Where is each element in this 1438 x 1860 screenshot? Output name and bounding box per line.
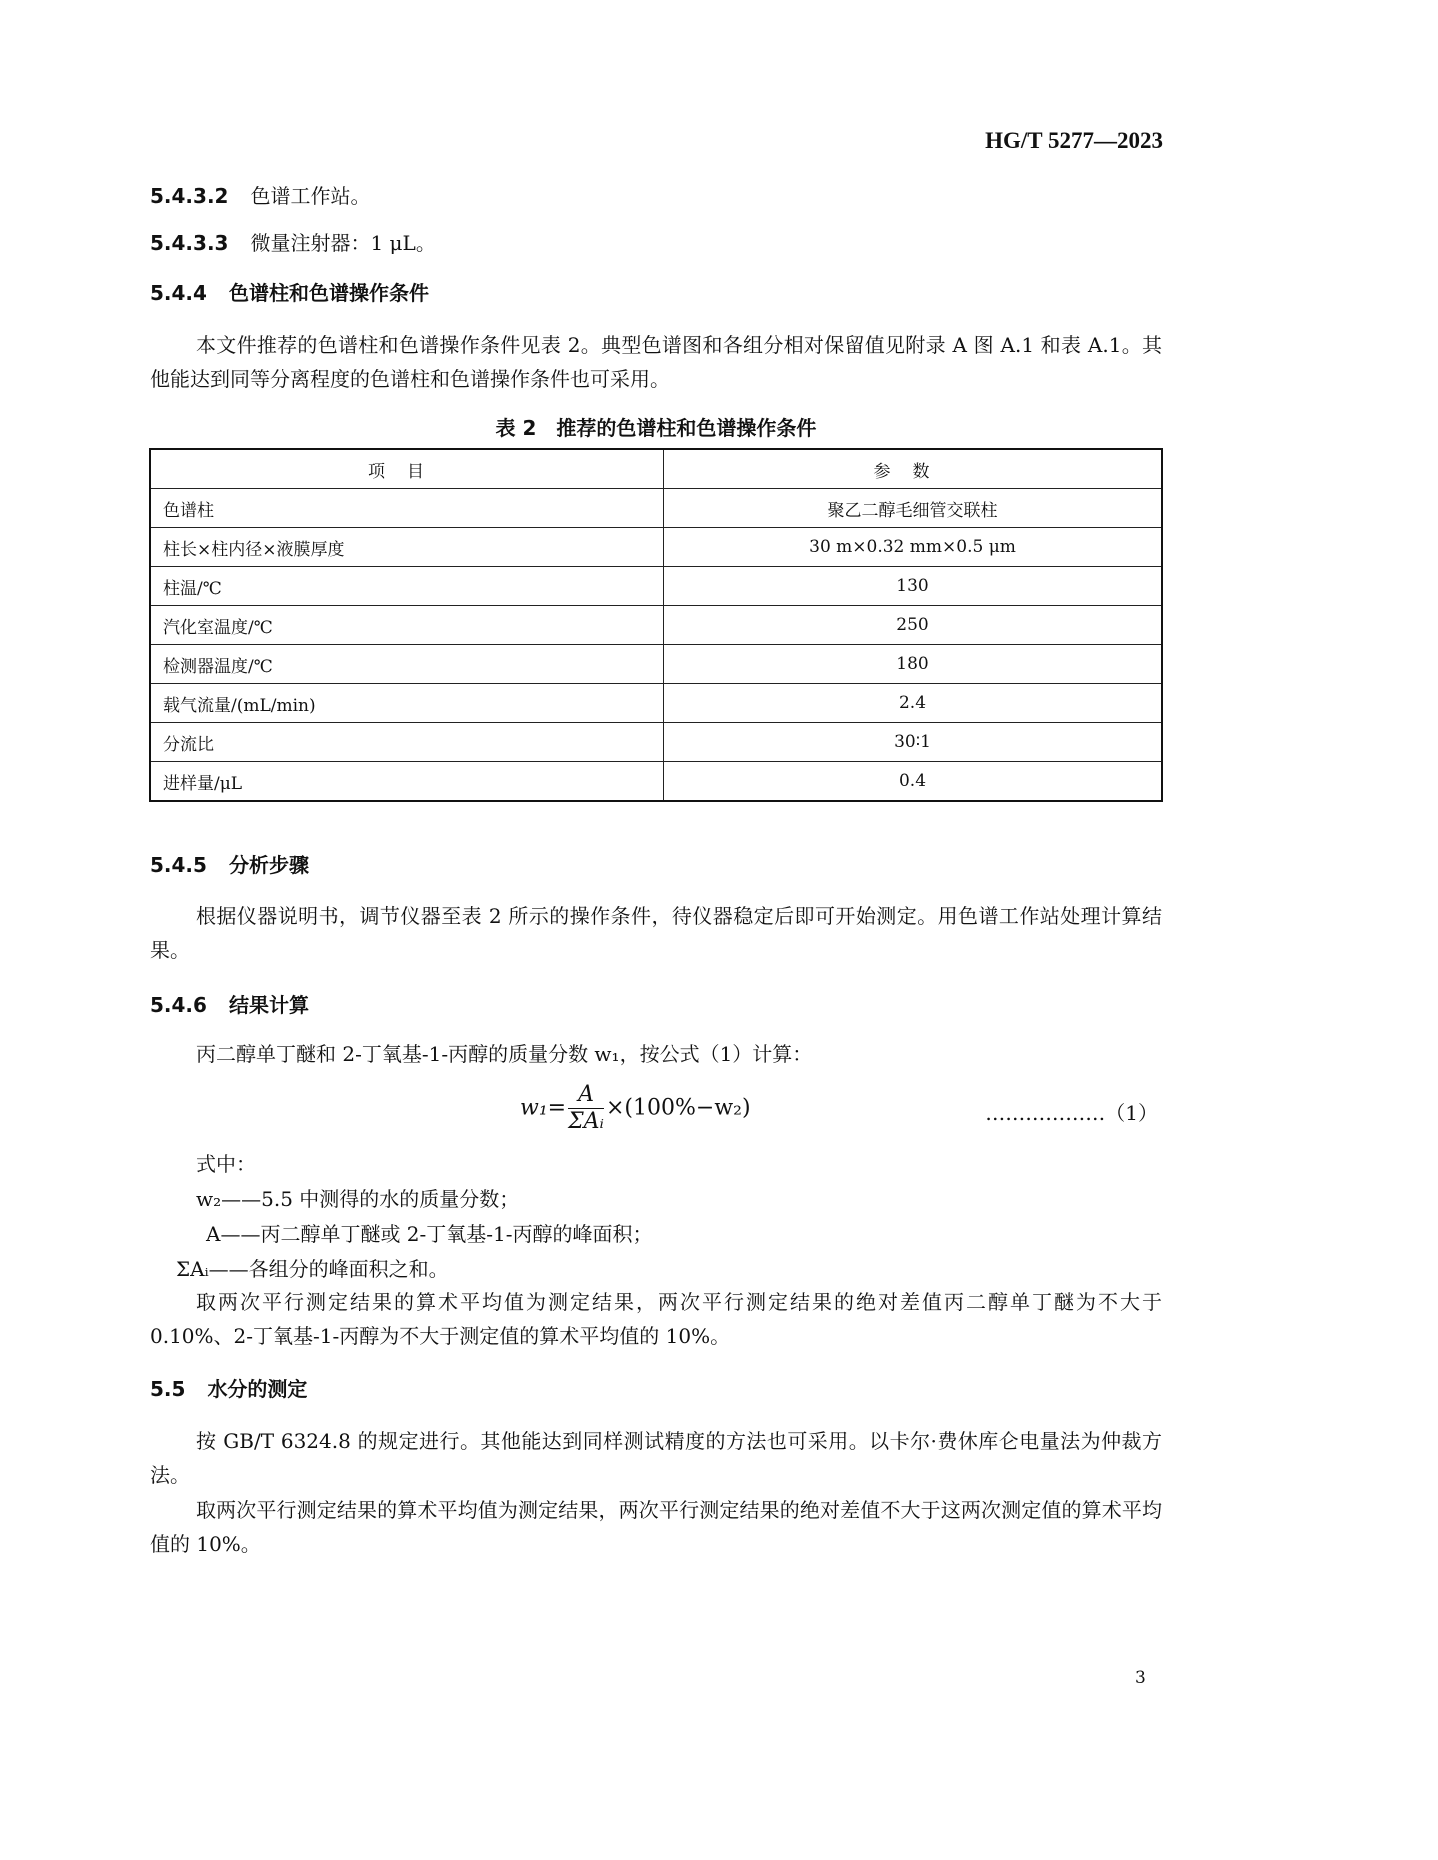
equation-number: ………………（1）	[985, 1101, 1158, 1125]
row-label: 检测器温度/℃	[150, 645, 664, 684]
clause-5-4-4-heading	[150, 279, 429, 307]
definition-sum-ai: ΣAᵢ——各组分的峰面积之和。	[176, 1257, 449, 1281]
row-label: 进样量/μL	[150, 762, 664, 802]
row-value: 0.4	[664, 762, 1163, 802]
clause-heading: 结果计算	[228, 993, 309, 1017]
clause-number: 5.4.3.3	[150, 231, 229, 255]
clause-heading: 色谱柱和色谱操作条件	[228, 281, 429, 305]
row-label: 分流比	[150, 723, 664, 762]
formula-numerator: A	[578, 1082, 594, 1107]
row-label: 载气流量/(mL/min)	[150, 684, 664, 723]
clause-number: 5.4.6	[150, 993, 207, 1017]
row-label: 色谱柱	[150, 489, 664, 528]
row-label: 柱温/℃	[150, 567, 664, 606]
table-row	[150, 762, 1162, 802]
clause-5-4-6-result: 取两次平行测定结果的算术平均值为测定结果，两次平行测定结果的绝对差值丙二醇单丁醚为不大于 0.10%、2-丁氧基-1-丙醇为不大于测定值的算术平均值的 10%。	[150, 1290, 1162, 1348]
row-label: 柱长×柱内径×液膜厚度	[150, 528, 664, 567]
table-header-param: 参数	[664, 449, 1163, 489]
parameters-table	[149, 448, 1163, 802]
row-value: 聚乙二醇毛细管交联柱	[664, 489, 1163, 528]
row-value: 250	[664, 606, 1163, 645]
clause-text: 微量注射器：1 μL。	[250, 231, 436, 255]
clause-5-5-body-1: 按 GB/T 6324.8 的规定进行。其他能达到同样测试精度的方法也可采用。以卡尔·费休库仑电量法为仲裁方法。	[150, 1429, 1162, 1487]
row-value: 2.4	[664, 684, 1163, 723]
row-label: 汽化室温度/℃	[150, 606, 664, 645]
clause-5-4-4-body: 本文件推荐的色谱柱和色谱操作条件见表 2。典型色谱图和各组分相对保留值见附录 A 图 A.1 和表 A.1。其他能达到同等分离程度的色谱柱和色谱操作条件也可采用。	[150, 333, 1162, 391]
clause-number: 5.4.3.2	[150, 184, 229, 208]
row-value: 30 m×0.32 mm×0.5 μm	[664, 528, 1163, 567]
clause-number: 5.4.4	[150, 281, 207, 305]
formula-fraction	[568, 1082, 604, 1135]
formula-intro: 丙二醇单丁醚和 2-丁氧基-1-丙醇的质量分数 w₁，按公式（1）计算：	[196, 1042, 813, 1066]
definition-w2: w₂——5.5 中测得的水的质量分数；	[196, 1187, 520, 1211]
document-code: HG/T 5277—2023	[985, 128, 1163, 153]
clause-5-4-5-body: 根据仪器说明书，调节仪器至表 2 所示的操作条件，待仪器稳定后即可开始测定。用色谱工作站处理计算结果。	[150, 904, 1162, 962]
table-row	[150, 606, 1162, 645]
clause-5-4-5-heading	[150, 851, 309, 879]
formula-rhs: ×(100%−w₂)	[605, 1095, 751, 1121]
row-value: 130	[664, 567, 1163, 606]
page-number: 3	[1135, 1668, 1146, 1688]
clause-5-5-body-2: 取两次平行测定结果的算术平均值为测定结果，两次平行测定结果的绝对差值不大于这两次测定值的算术平均值的 10%。	[150, 1498, 1162, 1556]
table-row	[150, 723, 1162, 762]
clause-heading: 分析步骤	[228, 853, 309, 877]
definition-a: A——丙二醇单丁醚或 2-丁氧基-1-丙醇的峰面积；	[206, 1222, 653, 1246]
table-row	[150, 567, 1162, 606]
table-title: 表 2 推荐的色谱柱和色谱操作条件	[495, 416, 817, 440]
clause-number: 5.4.5	[150, 853, 207, 877]
formula-lhs: w₁=	[520, 1095, 567, 1121]
clause-5-4-3-2	[150, 182, 370, 210]
formula-1	[520, 1082, 751, 1142]
where-label: 式中：	[196, 1152, 256, 1176]
clause-number: 5.5	[150, 1377, 186, 1401]
table-row	[150, 489, 1162, 528]
row-value: 30∶1	[664, 723, 1163, 762]
formula-denominator: ΣAᵢ	[568, 1109, 604, 1134]
table-row	[150, 645, 1162, 684]
table-header-item: 项目	[150, 449, 664, 489]
clause-5-4-3-3	[150, 229, 436, 257]
row-value: 180	[664, 645, 1163, 684]
table-header-row	[150, 449, 1162, 489]
clause-heading: 水分的测定	[207, 1377, 308, 1401]
clause-5-5-heading	[150, 1375, 307, 1403]
table-row	[150, 528, 1162, 567]
clause-5-4-6-heading	[150, 991, 309, 1019]
clause-text: 色谱工作站。	[250, 184, 371, 208]
table-row	[150, 684, 1162, 723]
